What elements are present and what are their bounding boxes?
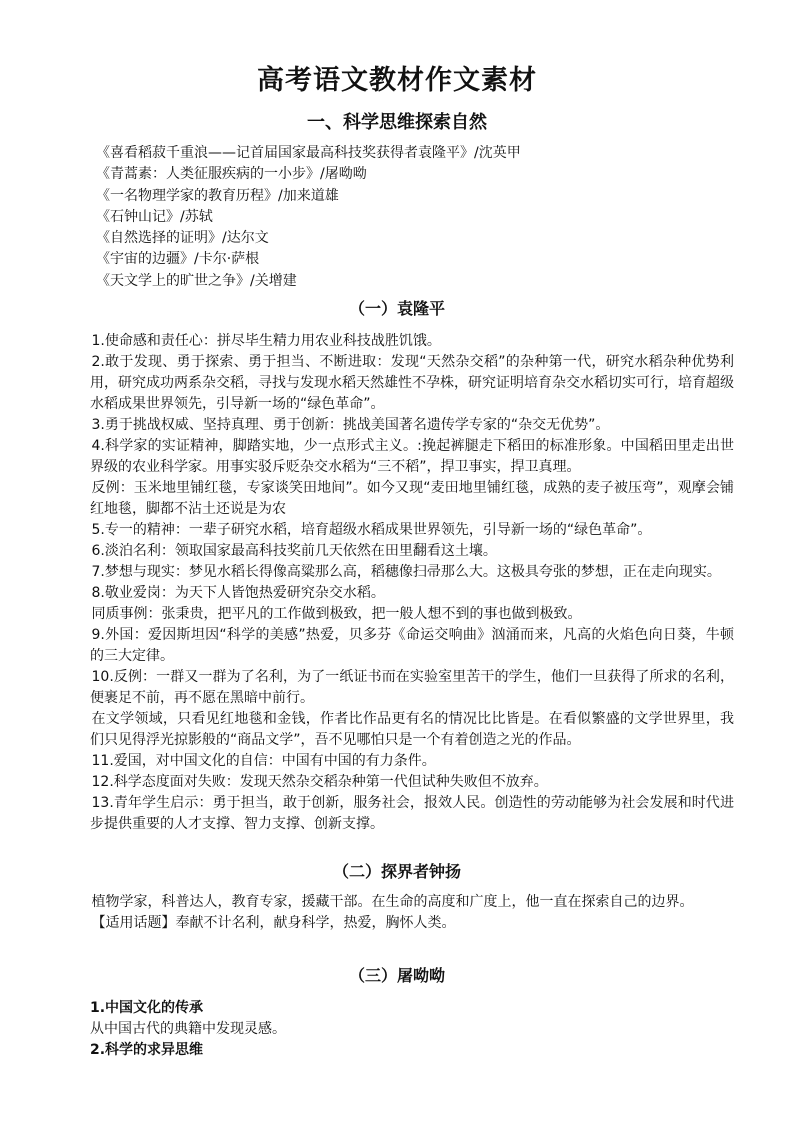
item-title: 1.中国文化的传承 bbox=[90, 1000, 204, 1016]
reference-item: 《青蒿素：人类征服疾病的一小步》/屠呦呦 bbox=[96, 166, 367, 183]
zhong-body bbox=[90, 892, 734, 934]
reference-item: 《喜看稻菽千重浪——记首届国家最高科技奖获得者袁隆平》/沈英甲 bbox=[96, 145, 521, 161]
paragraph: 13.青年学生启示：勇于担当，敢于创新，服务社会，报效人民。创造性的劳动能够为社会发展和时代进步提供重要的人才支撑、智力支撑、创新支撑。 bbox=[90, 795, 734, 832]
paragraph: 7.梦想与现实：梦见水稻长得像高粱那么高，稻穗像扫帚那么大。这极具夸张的梦想，正在走向现实。 bbox=[91, 564, 721, 580]
reference-item: 《石钟山记》/苏轼 bbox=[96, 208, 213, 225]
yuan-body bbox=[90, 331, 734, 835]
paragraph: 【适用话题】奉献不计名利，献身科学，热爱，胸怀人类。 bbox=[91, 915, 456, 931]
reference-item: 《天文学上的旷世之争》/关增建 bbox=[96, 272, 297, 289]
reference-list bbox=[96, 143, 736, 292]
paragraph: 同质事例：张秉贵，把平凡的工作做到极致，把一般人想不到的事也做到极致。 bbox=[91, 606, 582, 622]
subsection-heading-zhong: （二）探界者钟扬 bbox=[332, 862, 461, 881]
paragraph: 4.科学家的实证精神，脚踏实地，少一点形式主义。:挽起裤腿走下稻田的标准形象。中国稻田里走出世界级的农业科学家。用事实驳斥贬杂交水稻为“三不稻”，捍卫事实，捍卫真理。 bbox=[90, 438, 734, 475]
subsection-heading-tu: （三）屠呦呦 bbox=[348, 966, 445, 985]
paragraph: 5.专一的精神：一辈子研究水稻，培育超级水稻成果世界领先，引导新一场的“绿色革命”。 bbox=[91, 522, 652, 538]
document-title: 高考语文教材作文素材 bbox=[257, 65, 537, 96]
item-text: 从中国古代的典籍中发现灵感。 bbox=[90, 1021, 286, 1037]
paragraph: 3.勇于挑战权威、坚持真理、勇于创新：挑战美国著名遗传学专家的“杂交无优势”。 bbox=[91, 417, 610, 433]
paragraph: 8.敬业爱岗：为天下人皆饱热爱研究杂交水稻。 bbox=[91, 585, 385, 601]
reference-item: 《宇宙的边疆》/卡尔·萨根 bbox=[96, 251, 260, 268]
paragraph: 10.反例：一群又一群为了名利，为了一纸证书而在实验室里苦干的学生，他们一旦获得了所求的名利，便裹足不前，再不愿在黑暗中前行。 bbox=[90, 669, 734, 706]
paragraph: 植物学家，科普达人，教育专家，援藏干部。在生命的高度和广度上，他一直在探索自己的边界。 bbox=[91, 894, 694, 910]
paragraph: 9.外国：爱因斯坦因“科学的美感”热爱，贝多芬《命运交响曲》汹涌而来，凡高的火焰色向日葵，牛顿的三大定律。 bbox=[90, 627, 734, 664]
paragraph: 1.使命感和责任心：拼尽毕生精力用农业科技战胜饥饿。 bbox=[91, 333, 441, 349]
paragraph: 11.爱国，对中国文化的自信：中国有中国的有力条件。 bbox=[91, 753, 436, 769]
paragraph: 12.科学态度面对失败：发现天然杂交稻杂种第一代但试种失败但不放弃。 bbox=[91, 774, 548, 790]
paragraph: 反例：玉米地里铺红毯，专家谈笑田地间”。如今又现“麦田地里铺红毯，成熟的麦子被压弯”，观摩会铺红地毯，脚都不沾土还说是为农 bbox=[90, 480, 734, 517]
reference-item: 《自然选择的证明》/达尔文 bbox=[96, 230, 269, 247]
tu-body bbox=[90, 998, 734, 1061]
paragraph: 2.敢于发现、勇于探索、勇于担当、不断进取：发现“天然杂交稻”的杂种第一代，研究水稻杂种优势利用，研究成功两系杂交稻，寻找与发现水稻天然雄性不孕株，研究证明培育杂交水稻切实可行，培育超级水稻成果世界领先，引导新一场的“绿色革命”。 bbox=[90, 354, 734, 412]
item-title: 2.科学的求异思维 bbox=[90, 1042, 204, 1058]
paragraph: 在文学领域，只看见红地毯和金钱，作者比作品更有名的情况比比皆是。在看似繁盛的文学世界里，我们只见得浮光掠影般的“商品文学”，吾不见哪怕只是一个有着创造之光的作品。 bbox=[90, 711, 734, 748]
section-heading: 一、科学思维探索自然 bbox=[307, 112, 487, 133]
paragraph: 6.淡泊名利：领取国家最高科技奖前几天依然在田里翻看这土壤。 bbox=[91, 543, 497, 559]
reference-item: 《一名物理学家的教育历程》/加来道雄 bbox=[96, 187, 339, 204]
subsection-heading-yuan: （一）袁隆平 bbox=[348, 299, 445, 318]
